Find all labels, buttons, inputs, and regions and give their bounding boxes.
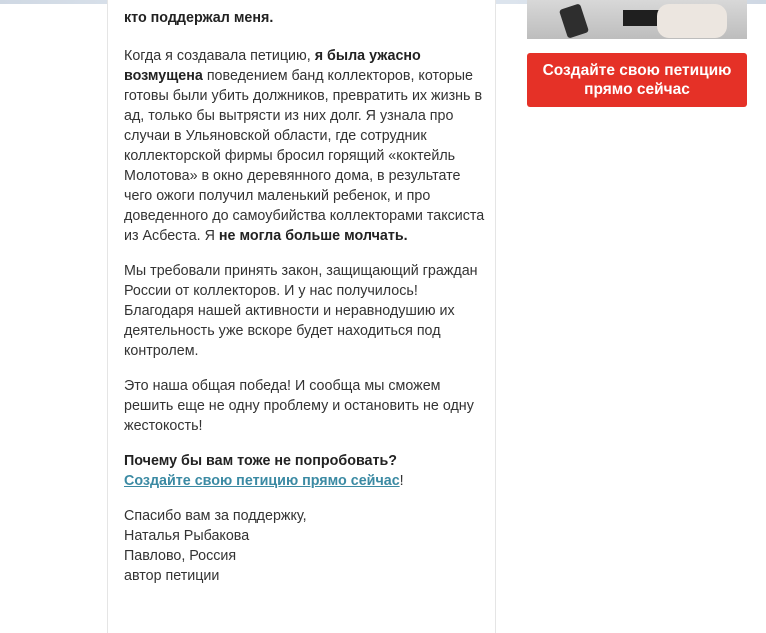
create-petition-link[interactable]: Создайте свою петицию прямо сейчас [124,473,400,489]
sidebar-banner-image [527,0,747,39]
paragraph-1-bold-2: не могла больше молчать. [218,228,408,244]
email-card [107,0,496,633]
signature-role: автор петиции [124,568,220,584]
signature-thanks: Спасибо вам за поддержку, [124,508,307,524]
header-line: кто поддержал меня. [124,10,274,26]
paragraph-3: Это наша общая победа! И сообща мы сможем решить еще не одну проблему и остановить не одну жестокость! [124,378,474,434]
paragraph-1-intro: Когда я создавала петицию, [124,48,315,64]
signature-name: Наталья Рыбакова [124,528,250,544]
phone-shape [559,3,589,38]
signature-location: Павлово, Россия [124,548,237,564]
cta-suffix: ! [399,473,404,489]
signature [124,506,489,586]
cta-question: Почему бы вам тоже не попробовать? [124,453,398,469]
email-content [124,8,489,601]
hand-shape [657,4,727,38]
paragraph-1 [124,46,489,246]
paragraph-2: Мы требовали принять закон, защищающий граждан России от коллекторов. И у нас получилось! Благодаря нашей активности и неравнодушию их деятельность уже вскоре будет находиться под контролем. [124,263,478,359]
paragraph-1-bold-1: я была ужасно возмущена [124,48,421,84]
paragraph-1-middle: поведением банд коллекторов, которые готовы были убить должников, превратить их жизнь в ад, только бы вытрясти из них долг. Я узнала про случаи в Ульяновской области, где сотрудник коллекторской фирмы бросил горящий «коктейль Молотова» в окно деревянного дома, в результате чего ожоги получил маленький ребенок, и про доведенного до самоубийства коллекторами таксиста из Асбеста. Я [124,68,485,244]
create-petition-button[interactable]: Создайте свою петицию прямо сейчас [527,53,747,107]
cta-paragraph [124,451,489,491]
